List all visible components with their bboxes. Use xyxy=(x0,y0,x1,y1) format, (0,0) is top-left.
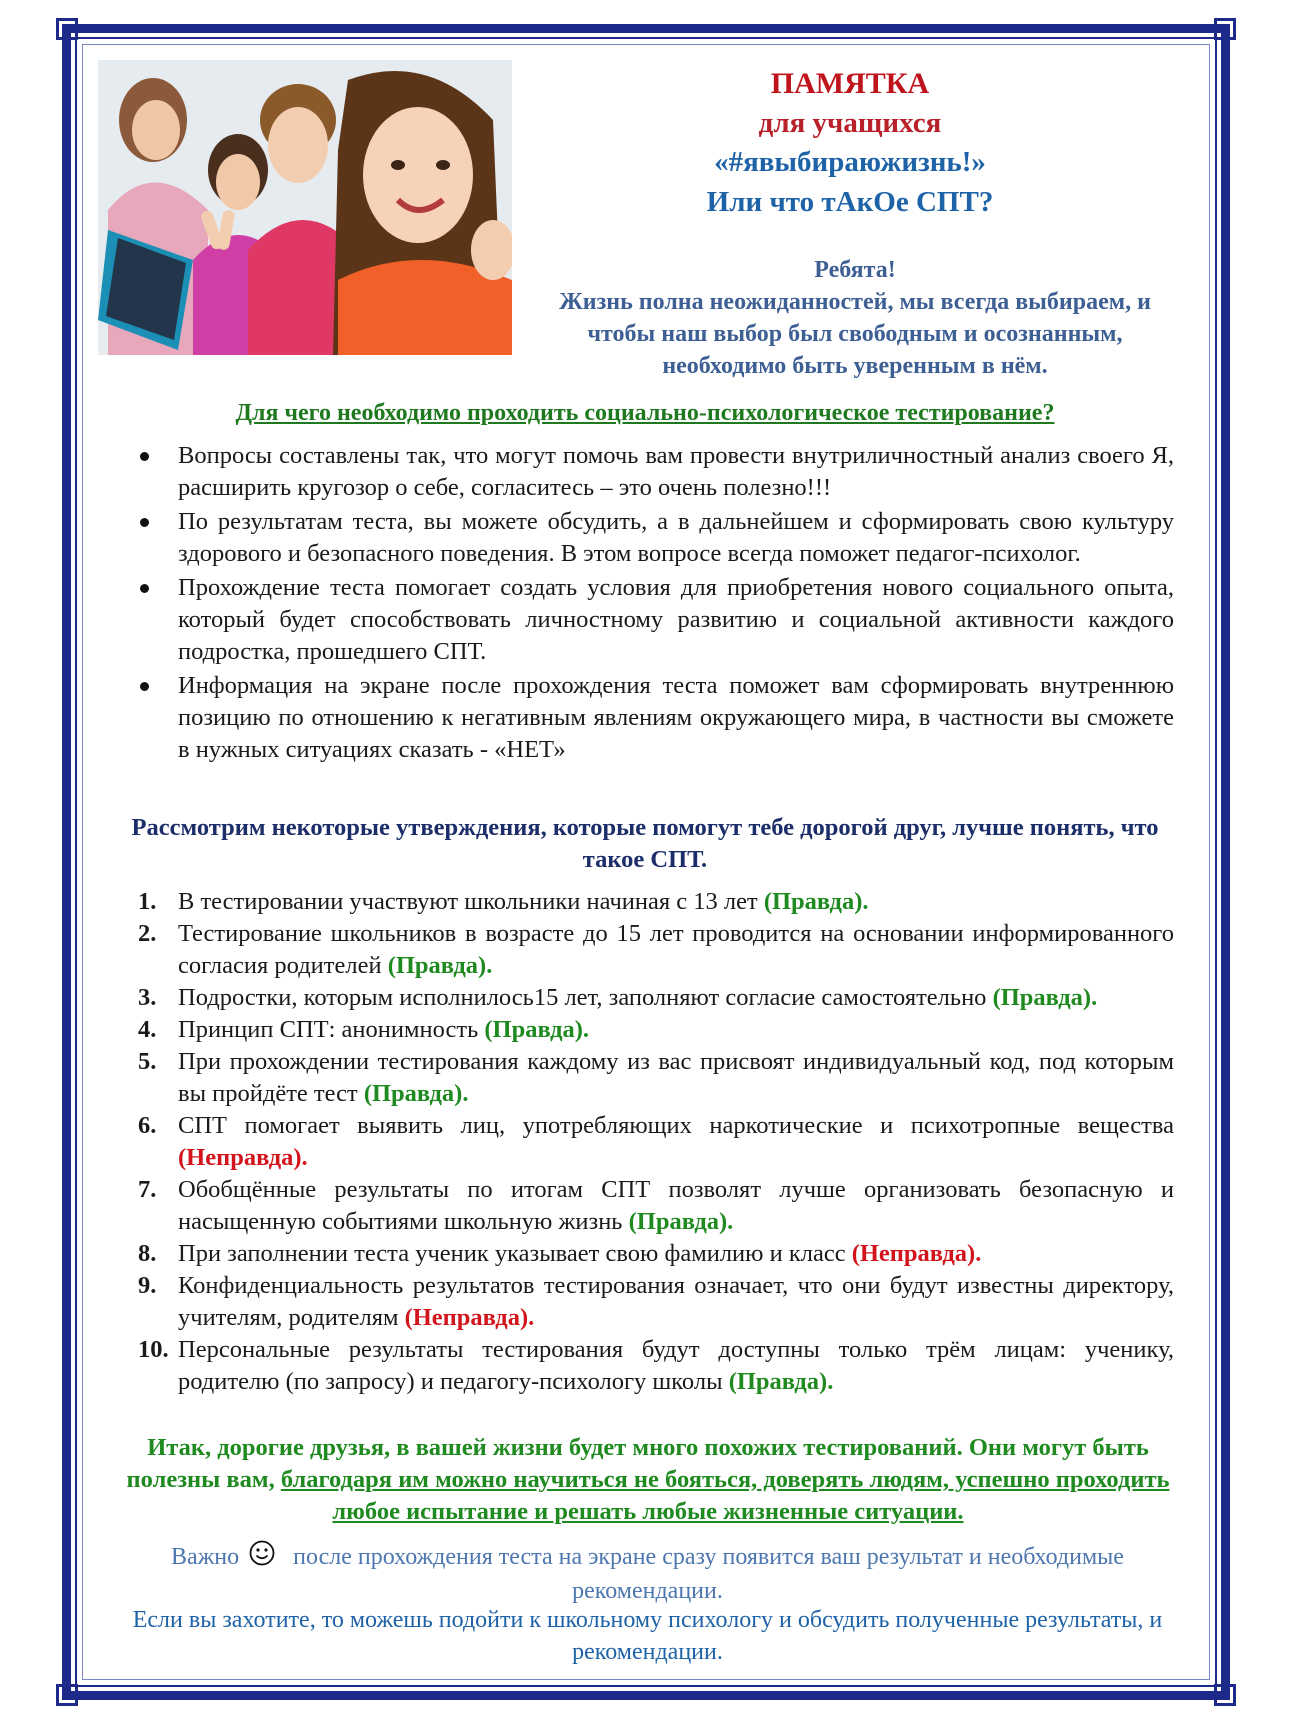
fact-verdict: (Правда). xyxy=(484,1016,590,1043)
list-item xyxy=(130,440,1174,504)
fact-item xyxy=(130,1046,1174,1110)
fact-number: 2. xyxy=(138,920,157,947)
fact-number: 4. xyxy=(138,1016,157,1043)
list-item xyxy=(130,572,1174,668)
fact-text: В тестировании участвуют школьники начиная с 13 лет xyxy=(178,888,764,915)
bullet-icon xyxy=(140,518,149,527)
fact-verdict: (Правда). xyxy=(628,1208,734,1235)
important-text: после прохождения теста на экране сразу появится ваш результат и необходимые рекомендации. xyxy=(293,1544,1124,1604)
fact-number: 10. xyxy=(138,1336,169,1363)
bullet-icon xyxy=(140,584,149,593)
fact-item xyxy=(130,886,1174,918)
important-note xyxy=(110,1540,1185,1607)
fact-text: Конфиденциальность результатов тестирования означает, что они будут известны директору, учителям, родителям xyxy=(178,1272,1174,1331)
title-line-3: «#явыбираюжизнь!» xyxy=(714,146,986,178)
fact-text: Персональные результаты тестирования будут доступны только трём лицам: ученику, родителю (по запросу) и педагогу-психологу школы xyxy=(178,1336,1174,1395)
bullet-list xyxy=(130,440,1174,768)
fact-text: При заполнении теста ученик указывает свою фамилию и класс xyxy=(178,1240,852,1267)
conclusion xyxy=(98,1432,1198,1528)
fact-text: Подростки, которым исполнилось15 лет, заполняют согласие самостоятельно xyxy=(178,984,993,1011)
students-photo xyxy=(98,60,512,355)
fact-item xyxy=(130,1334,1174,1398)
important-word: Важно xyxy=(171,1544,240,1570)
fact-verdict: (Правда). xyxy=(387,952,493,979)
fact-verdict: (Правда). xyxy=(763,888,869,915)
fact-text: Тестирование школьников в возрасте до 15 лет проводится на основании информированного согласия родителей xyxy=(178,920,1174,979)
fact-item xyxy=(130,918,1174,982)
list-item xyxy=(130,506,1174,570)
bullet-text: Прохождение теста помогает создать условия для приобретения нового социального опыта, который будет способствовать личностному развитию и социальной активности каждого подростка, прошедшего СПТ. xyxy=(178,574,1174,665)
fact-item xyxy=(130,1014,1174,1046)
title-block xyxy=(590,64,1110,222)
fact-number: 1. xyxy=(138,888,157,915)
intro-greeting: Ребята! xyxy=(814,257,896,283)
fact-item xyxy=(130,982,1174,1014)
fact-verdict: (Неправда). xyxy=(178,1144,308,1171)
consider-heading: Рассмотрим некоторые утверждения, которые помогут тебе дорогой друг, лучше понять, что такое СПТ. xyxy=(131,814,1159,873)
final-note: Если вы захотите, то можешь подойти к школьному психологу и обсудить полученные результаты, и рекомендации. xyxy=(132,1607,1163,1665)
intro-block xyxy=(525,254,1185,382)
fact-item xyxy=(130,1110,1174,1174)
fact-verdict: (Правда). xyxy=(992,984,1098,1011)
fact-text: СПТ помогает выявить лиц, употребляющих наркотические и психотропные вещества xyxy=(178,1112,1174,1139)
fact-item xyxy=(130,1270,1174,1334)
fact-text: При прохождении тестирования каждому из вас присвоят индивидуальный код, под которым вы пройдёте тест xyxy=(178,1048,1174,1107)
fact-item xyxy=(130,1174,1174,1238)
bullet-text: По результатам теста, вы можете обсудить, а в дальнейшем и сформировать свою культуру здорового и безопасного поведения. В этом вопросе всегда поможет педагог-психолог. xyxy=(178,508,1174,567)
fact-verdict: (Неправда). xyxy=(851,1240,982,1267)
title-line-1: ПАМЯТКА xyxy=(770,67,930,100)
fact-verdict: (Правда). xyxy=(728,1368,834,1395)
bullet-text: Вопросы составлены так, что могут помочь вам провести внутриличностный анализ своего Я, расширить кругозор о себе, согласитесь – это очень полезно!!! xyxy=(178,442,1174,501)
fact-verdict: (Неправда). xyxy=(404,1304,535,1331)
title-line-4: Или что тАкОе СПТ? xyxy=(706,186,994,218)
section-heading: Для чего необходимо проходить социально-психологическое тестирование? xyxy=(235,400,1055,426)
fact-text: Принцип СПТ: анонимность xyxy=(178,1016,485,1043)
smiley-icon xyxy=(249,1540,275,1575)
bullet-text: Информация на экране после прохождения теста поможет вам сформировать внутреннюю позицию по отношению к негативным явлениям окружающего мира, в частности вы сможете в нужных ситуациях сказать - «НЕТ» xyxy=(178,672,1174,763)
fact-text: Обобщённые результаты по итогам СПТ позволят лучше организовать безопасную и насыщенную событиями школьную жизнь xyxy=(178,1176,1174,1235)
title-line-2: для учащихся xyxy=(758,107,942,139)
list-item xyxy=(130,670,1174,766)
fact-item xyxy=(130,1238,1174,1270)
conclusion-underlined: благодаря им можно научиться не бояться, доверять людям, успешно проходить любое испытание и решать любые жизненные ситуации. xyxy=(280,1466,1170,1525)
intro-text: Жизнь полна неожиданностей, мы всегда выбираем, и чтобы наш выбор был свободным и осознанным, необходимо быть уверенным в нём. xyxy=(559,289,1151,379)
fact-verdict: (Правда). xyxy=(363,1080,469,1107)
bullet-icon xyxy=(140,682,149,691)
fact-number: 8. xyxy=(138,1240,157,1267)
fact-number: 6. xyxy=(138,1112,157,1139)
bullet-icon xyxy=(140,452,149,461)
conclusion-text: Итак, дорогие друзья, в вашей жизни будет много похожих тестирований. Они могут быть полезны вам, xyxy=(126,1434,1149,1493)
fact-number: 9. xyxy=(138,1272,157,1299)
fact-number: 5. xyxy=(138,1048,157,1075)
fact-number: 7. xyxy=(138,1176,157,1203)
facts-list xyxy=(130,886,1174,1398)
fact-number: 3. xyxy=(138,984,157,1011)
